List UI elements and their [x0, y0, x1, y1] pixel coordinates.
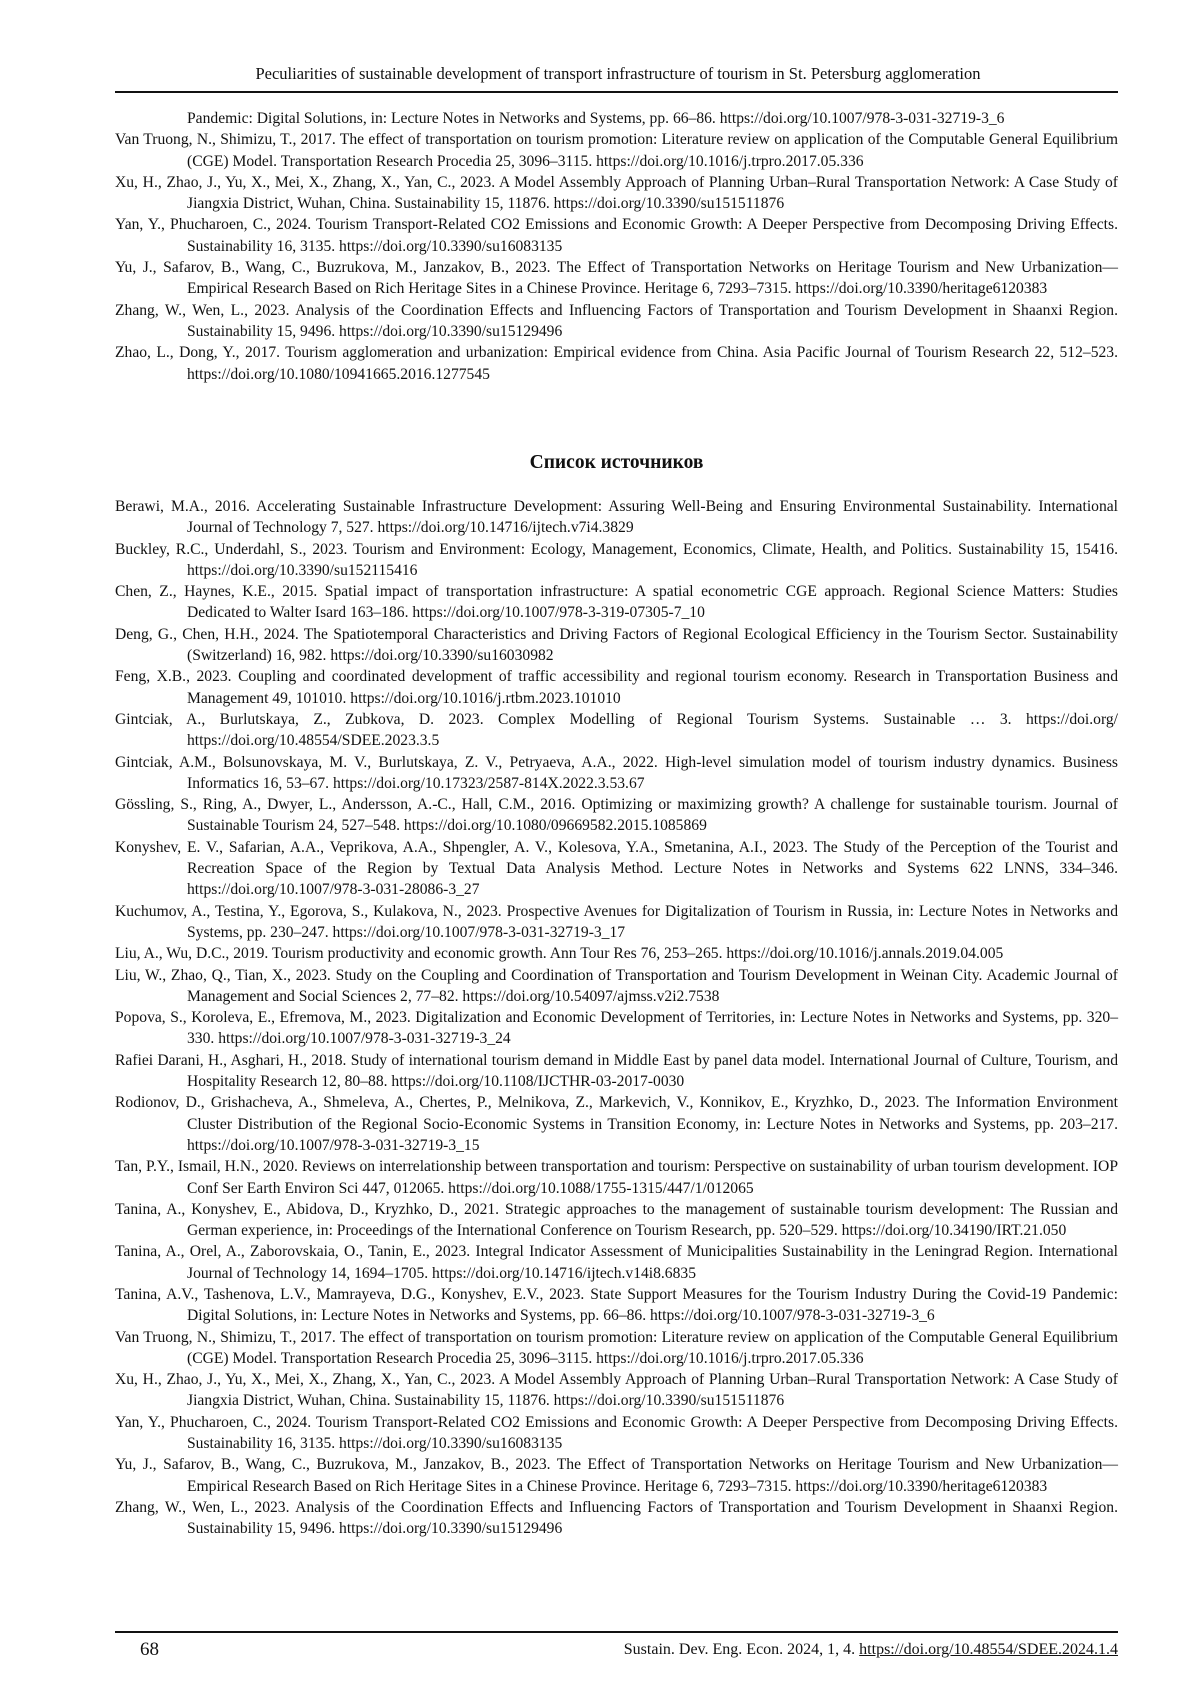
- reference-item: Yu, J., Safarov, B., Wang, C., Buzrukova, M., Janzakov, B., 2023. The Effect of Transportation Networks on Heritage Tourism and New Urbanization—Empirical Research Based on Rich Heritage Sites in a Chinese Province. Heritage 6, 7293–7315. https://doi.org/10.3390/heritage6120383: [115, 259, 1118, 298]
- reference-item: Tanina, A.V., Tashenova, L.V., Mamrayeva, D.G., Konyshev, E.V., 2023. State Support Measures for the Tourism Industry During the Covid-19 Pandemic: Digital Solutions, in: Lecture Notes in Networks and Systems, pp. 66–86. https://doi.org/10.1007/978-3-031-32719-3_6: [115, 1285, 1118, 1325]
- reference-item: Xu, H., Zhao, J., Yu, X., Mei, X., Zhang, X., Yan, C., 2023. A Model Assembly Approach of Planning Urban–Rural Transportation Network: A Case Study of Jiangxia District, Wuhan, China. Sustainability 15, 11876. https://doi.org/10.3390/su151511876: [115, 173, 1118, 213]
- reference-list: [115, 496, 1118, 1540]
- reference-item: Konyshev, E. V., Safarian, A.A., Veprikova, A.A., Shpengler, A. V., Kolesova, Y.A., Smetanina, A.I., 2023. The Study of the Perception of the Tourist and Recreation Space of the Region by Textual Data Analysis Method. Lecture Notes in Networks and Systems 622 LNNS, 334–346. https://doi.org/10.1007/978-3-031-28086-3_27: [115, 838, 1118, 899]
- reference-item: Rafiei Darani, H., Asghari, H., 2018. Study of international tourism demand in Middle East by panel data model. International Journal of Culture, Tourism, and Hospitality Research 12, 80–88. https://doi.org/10.1108/IJCTHR-03-2017-0030: [115, 1051, 1118, 1091]
- header-rule: [115, 91, 1118, 93]
- reference-item: Feng, X.B., 2023. Coupling and coordinated development of traffic accessibility and regional tourism economy. Research in Transportation Business and Management 49, 101010. https://doi.org/10.1016/j.rtbm.2023.101010: [115, 668, 1118, 707]
- reference-item: Van Truong, N., Shimizu, T., 2017. The effect of transportation on tourism promotion: Literature review on application of the Computable General Equilibrium (CGE) Model. Transportation Research Procedia 25, 3096–3115. https://doi.org/10.1016/j.trpro.2017.05.336: [115, 131, 1118, 170]
- journal-citation: [624, 1640, 1118, 1660]
- reference-item: Yan, Y., Phucharoen, C., 2024. Tourism Transport-Related CO2 Emissions and Economic Growth: A Deeper Perspective from Decomposing Driving Effects. Sustainability 16, 3135. https://doi.org/10.3390/su16083135: [115, 216, 1118, 255]
- footer-rule: [115, 1631, 1118, 1633]
- reference-item: Zhao, L., Dong, Y., 2017. Tourism agglomeration and urbanization: Empirical evidence from China. Asia Pacific Journal of Tourism Research 22, 512–523. https://doi.org/10.1080/10941665.2016.1277545: [115, 344, 1118, 383]
- reference-item: Xu, H., Zhao, J., Yu, X., Mei, X., Zhang, X., Yan, C., 2023. A Model Assembly Approach of Planning Urban–Rural Transportation Network: A Case Study of Jiangxia District, Wuhan, China. Sustainability 15, 11876. https://doi.org/10.3390/su151511876: [115, 1371, 1118, 1410]
- reference-item: Deng, G., Chen, H.H., 2024. The Spatiotemporal Characteristics and Driving Factors of Regional Ecological Efficiency in the Tourism Sector. Sustainability (Switzerland) 16, 982. https://doi.org/10.3390/su16030982: [115, 625, 1118, 665]
- section-heading: Список источников: [529, 452, 704, 473]
- reference-item: Berawi, M.A., 2016. Accelerating Sustainable Infrastructure Development: Assuring Well-Being and Ensuring Environmental Sustainability. International Journal of Technology 7, 527. https://doi.org/10.14716/ijtech.v7i4.3829: [115, 498, 1118, 537]
- reference-item: Tan, P.Y., Ismail, H.N., 2020. Reviews on interrelationship between transportation and tourism: Perspective on sustainability of urban tourism development. IOP Conf Ser Earth Environ Sci 447, 012065. https://doi.org/10.1088/1755-1315/447/1/012065: [115, 1158, 1118, 1197]
- reference-item: Chen, Z., Haynes, K.E., 2015. Spatial impact of transportation infrastructure: A spatial econometric CGE approach. Regional Science Matters: Studies Dedicated to Walter Isard 163–186. https://doi.org/10.1007/978-3-319-07305-7_10: [115, 583, 1118, 622]
- reference-item: Van Truong, N., Shimizu, T., 2017. The effect of transportation on tourism promotion: Literature review on application of the Computable General Equilibrium (CGE) Model. Transportation Research Procedia 25, 3096–3115. https://doi.org/10.1016/j.trpro.2017.05.336: [115, 1328, 1118, 1367]
- reference-item: Popova, S., Koroleva, E., Efremova, M., 2023. Digitalization and Economic Development of Territories, in: Lecture Notes in Networks and Systems, pp. 320–330. https://doi.org/10.1007/978-3-031-32719-3_24: [115, 1009, 1118, 1048]
- reference-item: Tanina, A., Konyshev, E., Abidova, D., Kryzhko, D., 2021. Strategic approaches to the management of sustainable tourism development: The Russian and German experience, in: Proceedings of the International Conference on Tourism Research, pp. 520–529. https://doi.org/10.34190/IRT.21.050: [115, 1200, 1118, 1240]
- page-number: 68: [140, 1639, 159, 1660]
- reference-item: Gintciak, A.M., Bolsunovskaya, M. V., Burlutskaya, Z. V., Petryaeva, A.A., 2022. High-level simulation model of tourism industry dynamics. Business Informatics 16, 53–67. https://doi.org/10.17323/2587-814X.2022.3.53.67: [115, 753, 1118, 792]
- reference-item: Liu, A., Wu, D.C., 2019. Tourism productivity and economic growth. Ann Tour Res 76, 253–265. https://doi.org/10.1016/j.annals.2019.04.005: [115, 945, 1004, 963]
- doi-link[interactable]: https://doi.org/10.48554/SDEE.2024.1.4: [859, 1641, 1118, 1658]
- reference-item: Gössling, S., Ring, A., Dwyer, L., Andersson, A.-C., Hall, C.M., 2016. Optimizing or maximizing growth? A challenge for sustainable tourism. Journal of Sustainable Tourism 24, 527–548. https://doi.org/10.1080/09669582.2015.1085869: [115, 796, 1118, 835]
- reference-item: Yu, J., Safarov, B., Wang, C., Buzrukova, M., Janzakov, B., 2023. The Effect of Transportation Networks on Heritage Tourism and New Urbanization—Empirical Research Based on Rich Heritage Sites in a Chinese Province. Heritage 6, 7293–7315. https://doi.org/10.3390/heritage6120383: [115, 1456, 1118, 1495]
- reference-item: Buckley, R.C., Underdahl, S., 2023. Tourism and Environment: Ecology, Management, Economics, Climate, Health, and Politics. Sustainability 15, 15416. https://doi.org/10.3390/su152115416: [115, 540, 1118, 579]
- reference-item: Rodionov, D., Grishacheva, A., Shmeleva, A., Chertes, P., Melnikova, Z., Markevich, V., Konnikov, E., Kryzhko, D., 2023. The Information Environment Cluster Distribution of the Regional Socio-Economic Systems in Transition Economy, in: Lecture Notes in Networks and Systems, pp. 203–217. https://doi.org/10.1007/978-3-031-32719-3_15: [115, 1094, 1118, 1154]
- reference-item: Liu, W., Zhao, Q., Tian, X., 2023. Study on the Coupling and Coordination of Transportation and Tourism Development in Weinan City. Academic Journal of Management and Social Sciences 2, 77–82. https://doi.org/10.54097/ajmss.v2i2.7538: [115, 966, 1118, 1005]
- reference-item: Tanina, A., Orel, A., Zaborovskaia, O., Tanin, E., 2023. Integral Indicator Assessment of Municipalities Sustainability in the Leningrad Region. International Journal of Technology 14, 1694–1705. https://doi.org/10.14716/ijtech.v14i8.6835: [115, 1243, 1118, 1282]
- reference-item: Zhang, W., Wen, L., 2023. Analysis of the Coordination Effects and Influencing Factors of Transportation and Tourism Development in Shaanxi Region. Sustainability 15, 9496. https://doi.org/10.3390/su15129496: [115, 1498, 1118, 1538]
- journal-prefix: Sustain. Dev. Eng. Econ. 2024, 1, 4.: [623, 1641, 860, 1658]
- reference-item: Gintciak, A., Burlutskaya, Z., Zubkova, D. 2023. Complex Modelling of Regional Tourism Systems. Sustainable … 3. https://doi.org/ https://doi.org/10.48554/SDEE.2023.3.5: [115, 710, 1118, 750]
- reference-item: Pandemic: Digital Solutions, in: Lecture Notes in Networks and Systems, pp. 66–86. https://doi.org/10.1007/978-3-031-32719-3_6: [187, 110, 1005, 127]
- running-head: Peculiarities of sustainable development of transport infrastructure of tourism in St. Petersburg agglomeration: [255, 64, 981, 83]
- reference-list-continued: [115, 108, 1118, 385]
- reference-item: Yan, Y., Phucharoen, C., 2024. Tourism Transport-Related CO2 Emissions and Economic Growth: A Deeper Perspective from Decomposing Driving Effects. Sustainability 16, 3135. https://doi.org/10.3390/su16083135: [115, 1413, 1118, 1453]
- reference-item: Kuchumov, A., Testina, Y., Egorova, S., Kulakova, N., 2023. Prospective Avenues for Digitalization of Tourism in Russia, in: Lecture Notes in Networks and Systems, pp. 230–247. https://doi.org/10.1007/978-3-031-32719-3_17: [115, 902, 1118, 941]
- reference-item: Zhang, W., Wen, L., 2023. Analysis of the Coordination Effects and Influencing Factors of Transportation and Tourism Development in Shaanxi Region. Sustainability 15, 9496. https://doi.org/10.3390/su15129496: [115, 301, 1118, 340]
